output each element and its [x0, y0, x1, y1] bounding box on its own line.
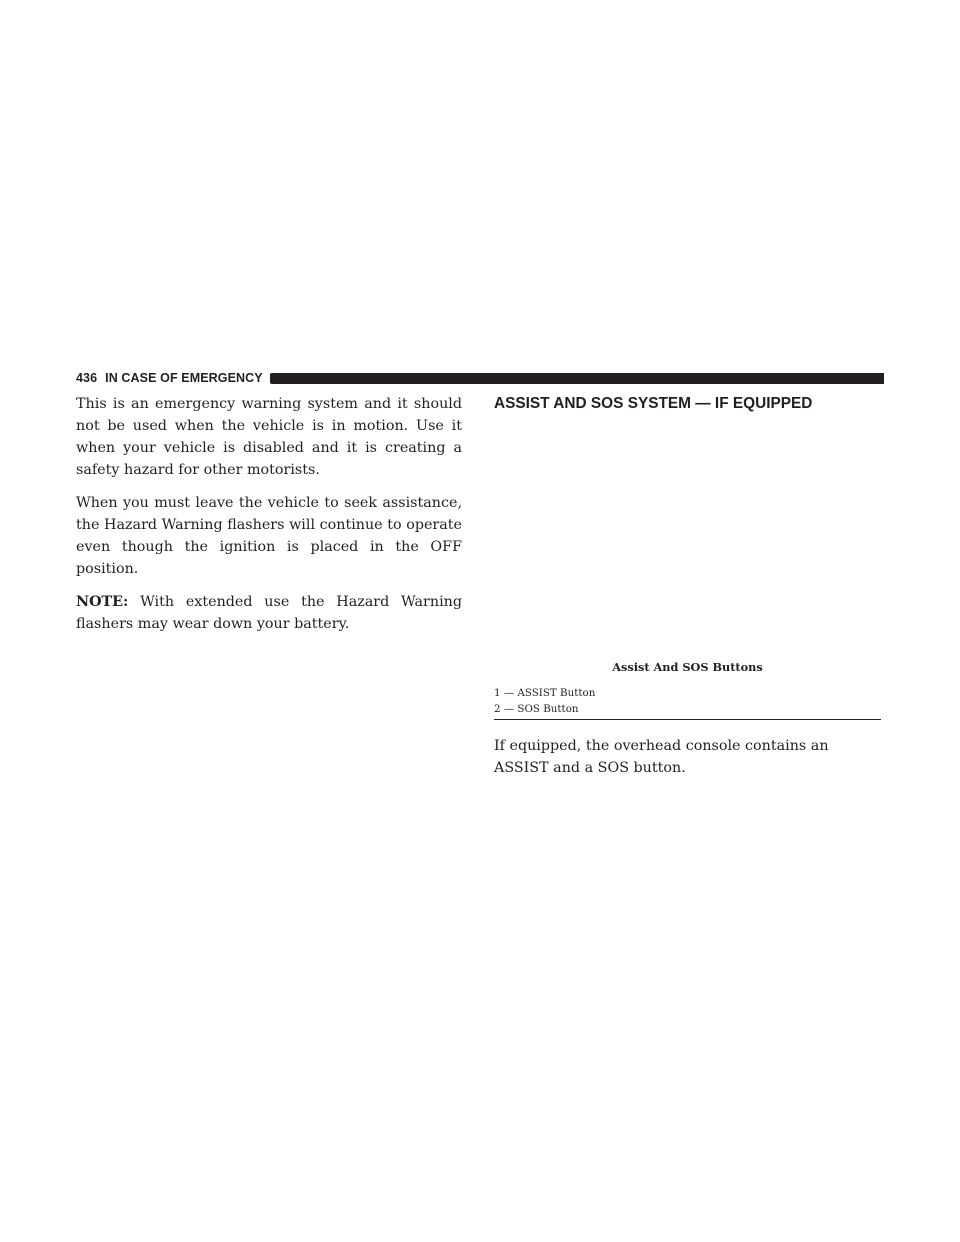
legend-item-assist: 1 — ASSIST Button [494, 687, 596, 699]
left-column [76, 393, 462, 646]
figure-caption: Assist And SOS Buttons [612, 660, 763, 674]
note-label: NOTE: [76, 594, 129, 610]
section-title: IN CASE OF EMERGENCY [105, 371, 263, 385]
note-paragraph [76, 591, 462, 635]
figure-legend [494, 685, 881, 720]
page-number: 436 [76, 371, 98, 385]
paragraph-overhead-console: If equipped, the overhead console contains an ASSIST and a SOS button. [494, 738, 829, 776]
figure-image-area [494, 413, 881, 659]
legend-item-sos: 2 — SOS Button [494, 703, 579, 715]
section-heading: ASSIST AND SOS SYSTEM — IF EQUIPPED [494, 395, 813, 412]
right-column [494, 393, 881, 790]
note-text: With extended use the Hazard Warning flashers may wear down your battery. [76, 594, 462, 632]
paragraph-leave-vehicle: When you must leave the vehicle to seek assistance, the Hazard Warning flashers will continue to operate even though the ignition is placed in the OFF position. [76, 495, 462, 577]
paragraph-emergency-warning: This is an emergency warning system and it should not be used when the vehicle is in motion. Use it when your vehicle is disabled and it is creating a safety hazard for other motorists. [76, 396, 462, 478]
header-rule [270, 373, 884, 384]
page-header [76, 371, 884, 385]
